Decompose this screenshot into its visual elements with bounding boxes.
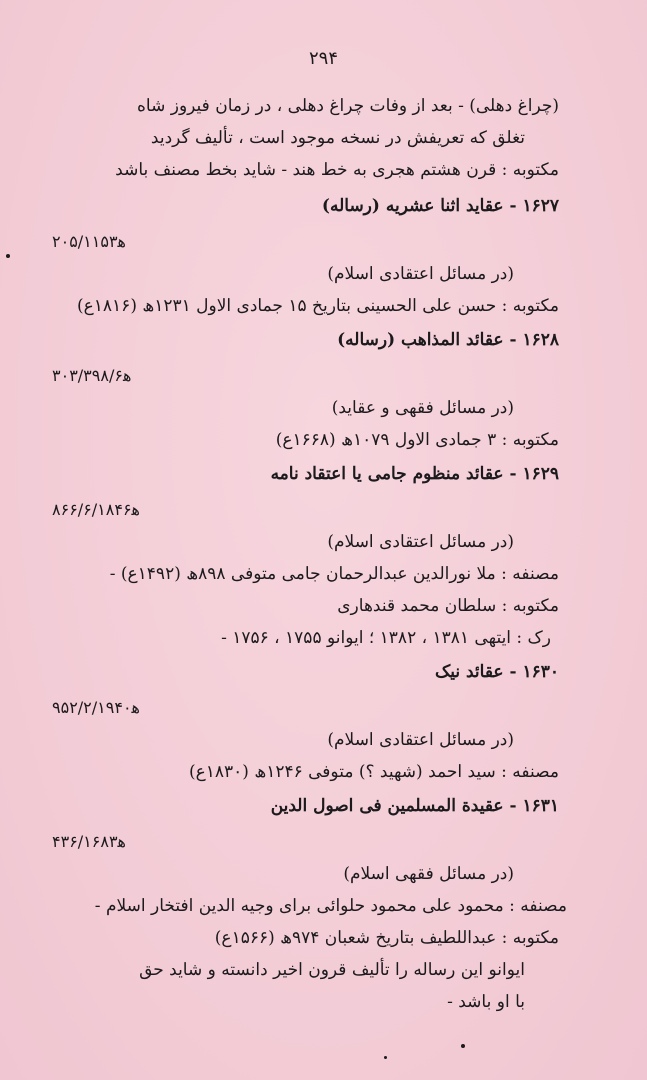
text-line: مصنفه : ملا نورالدین عبدالرحمان جامی متوفی ۸۹۸ھ (۱۴۹۲ع) -	[109, 564, 559, 584]
entry-heading: ۱۶۲۸ - عقائد المذاهب (رساله)	[337, 330, 559, 350]
text-line: رک : ایتهی ۱۳۸۱ ، ۱۳۸۲ ؛ ایوانو ۱۷۵۵ ، ۱۷۵۶ -	[221, 628, 551, 648]
entry-heading: ۱۶۲۹ - عقائد منظوم جامی یا اعتقاد نامه	[270, 464, 559, 484]
text-line: مکتوبه : عبداللطیف بتاریخ شعبان ۹۷۴ھ (۱۵۶۶ع)	[214, 928, 559, 948]
text-line: مکتوبه : حسن علی الحسینی بتاریخ ۱۵ جمادی الاول ۱۲۳۱ھ (۱۸۱۶ع)	[77, 296, 559, 316]
entry-heading: ۱۶۳۰ - عقائد نیک	[435, 662, 559, 682]
text-line: مکتوبه : سلطان محمد قندهاری	[337, 596, 559, 616]
text-line: (در مسائل فقهی و عقاید)	[331, 398, 514, 418]
speck-mark	[461, 1044, 465, 1048]
accession-number: ﻫ۹۵۲/۲/۱۹۴۰	[52, 698, 140, 717]
accession-number: ﻫ۲۰۵/۱۱۵۳	[52, 232, 126, 251]
accession-number: ﻫ۸۶۶/۶/۱۸۴۶	[52, 500, 140, 519]
text-line: (چراغ دهلی) - بعد از وفات چراغ دهلی ، در زمان فیروز شاه	[137, 96, 559, 116]
text-line: (در مسائل فقهی اسلام)	[343, 864, 514, 884]
text-line: تغلق که تعریفش در نسخه موجود است ، تألیف گردید	[150, 128, 525, 148]
text-line: مصنفه : سید احمد (شهید ؟) متوفی ۱۲۴۶ھ (۱۸۳۰ع)	[188, 762, 559, 782]
text-line: (در مسائل اعتقادی اسلام)	[327, 730, 514, 750]
text-line: (در مسائل اعتقادی اسلام)	[327, 264, 514, 284]
text-line: مصنفه : محمود علی محمود حلوائی برای وجیه الدین افتخار اسلام -	[94, 896, 567, 916]
entry-heading: ۱۶۳۱ - عقیدة المسلمین فی اصول الدین	[270, 796, 559, 816]
speck-mark	[6, 254, 10, 258]
entry-heading: ۱۶۲۷ - عقاید اثنا عشریه (رساله)	[321, 196, 559, 216]
text-line: مکتوبه : ۳ جمادی الاول ۱۰۷۹ھ (۱۶۶۸ع)	[275, 430, 559, 450]
page-number: ۲۹۴	[308, 48, 338, 69]
text-line: با او باشد -	[447, 992, 525, 1012]
speck-mark	[384, 1056, 387, 1059]
text-line: مکتوبه : قرن هشتم هجری به خط هند - شاید بخط مصنف باشد	[115, 160, 559, 180]
text-line: ایوانو این رساله را تألیف قرون اخیر دانسته و شاید حق	[139, 960, 525, 980]
accession-number: ﻫ۴۳۶/۱۶۸۳	[52, 832, 126, 851]
accession-number: ﻫ۳۰۳/۳۹۸/۶	[52, 366, 132, 385]
text-line: (در مسائل اعتقادی اسلام)	[327, 532, 514, 552]
